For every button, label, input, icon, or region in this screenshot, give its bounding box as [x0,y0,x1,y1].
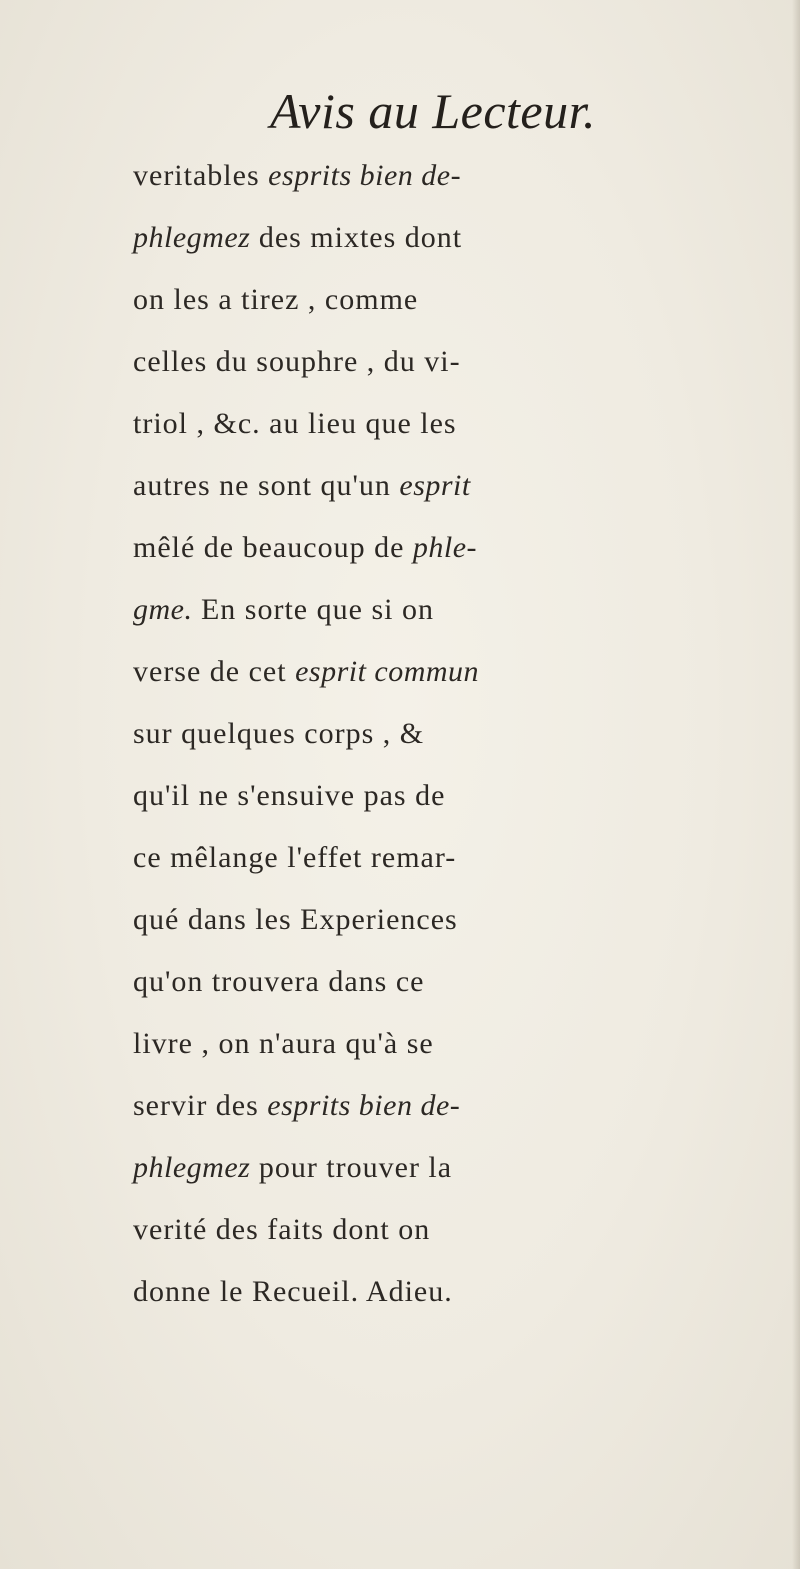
running-head: Avis au Lecteur. [270,83,597,139]
text-line: veritables esprits bien de- [133,159,462,192]
text-line: celles du souphre , du vi- [133,345,461,378]
text-line: verse de cet esprit commun [133,655,480,688]
text-line: qu'on trouvera dans ce [133,965,425,998]
text-line: autres ne sont qu'un esprit [133,469,471,502]
text-line: servir des esprits bien de- [133,1089,461,1122]
text-line: donne le Recueil. Adieu. [133,1275,453,1308]
text-line: phlegmez pour trouver la [133,1151,453,1184]
text-line: sur quelques corps , & [133,717,425,750]
body-text [133,145,713,1323]
page-edge-shadow [792,0,800,1569]
text-line: qué dans les Experiences [133,903,458,936]
text-line: on les a tirez , comme [133,283,419,316]
text-line: phlegmez des mixtes dont [133,221,463,254]
text-line: qu'il ne s'ensuive pas de [133,779,446,812]
text-line: livre , on n'aura qu'à se [133,1027,434,1060]
text-line: mêlé de beaucoup de phle- [133,531,478,564]
text-line: ce mêlange l'effet remar- [133,841,457,874]
text-line: triol , &c. au lieu que les [133,407,457,440]
text-line: verité des faits dont on [133,1213,431,1246]
text-line: gme. En sorte que si on [133,593,434,626]
